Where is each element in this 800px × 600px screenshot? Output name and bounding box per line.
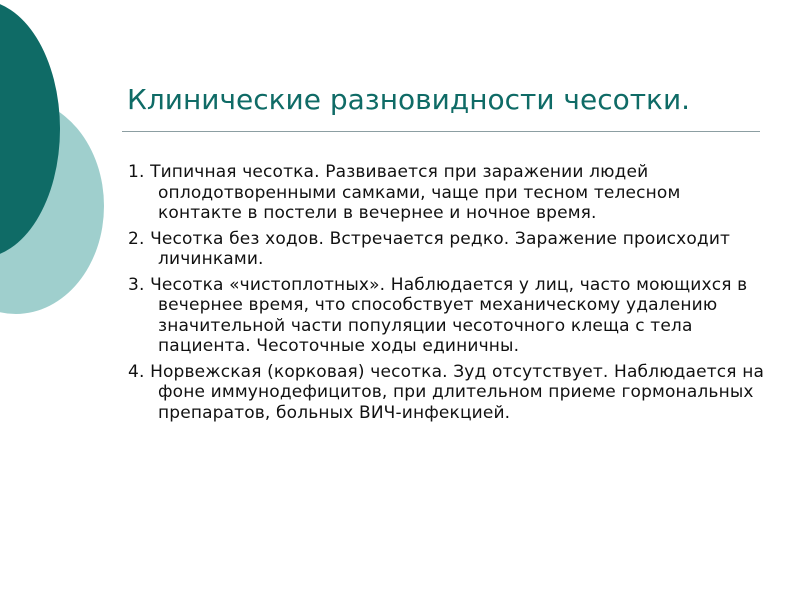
list-item-without-burrows: 2. Чесотка без ходов. Встречается редко. Заражение происходит личинками. — [128, 228, 731, 269]
title-divider — [122, 131, 760, 132]
list-item-cleanly: 3. Чесотка «чистоплотных». Наблюдается у лиц, часто моющихся в вечернее время, что способствует механическому удалению значительной части популяции чесоточного клеща с тела пациента. Чесоточные ходы единичны. — [128, 274, 748, 356]
slide-title: Клинические разновидности чесотки. — [127, 83, 691, 116]
list-item-norwegian: 4. Норвежская (корковая) чесотка. Зуд отсутствует. Наблюдается на фоне иммунодефицитов, при длительном приеме гормональных препаратов, больных ВИЧ-инфекцией. — [128, 361, 765, 423]
slide-content — [128, 162, 768, 428]
list-item-typical: 1. Типичная чесотка. Развивается при заражении людей оплодотворенными самками, чаще при тесном телесном контакте в постели в вечернее и ночное время. — [128, 162, 681, 223]
